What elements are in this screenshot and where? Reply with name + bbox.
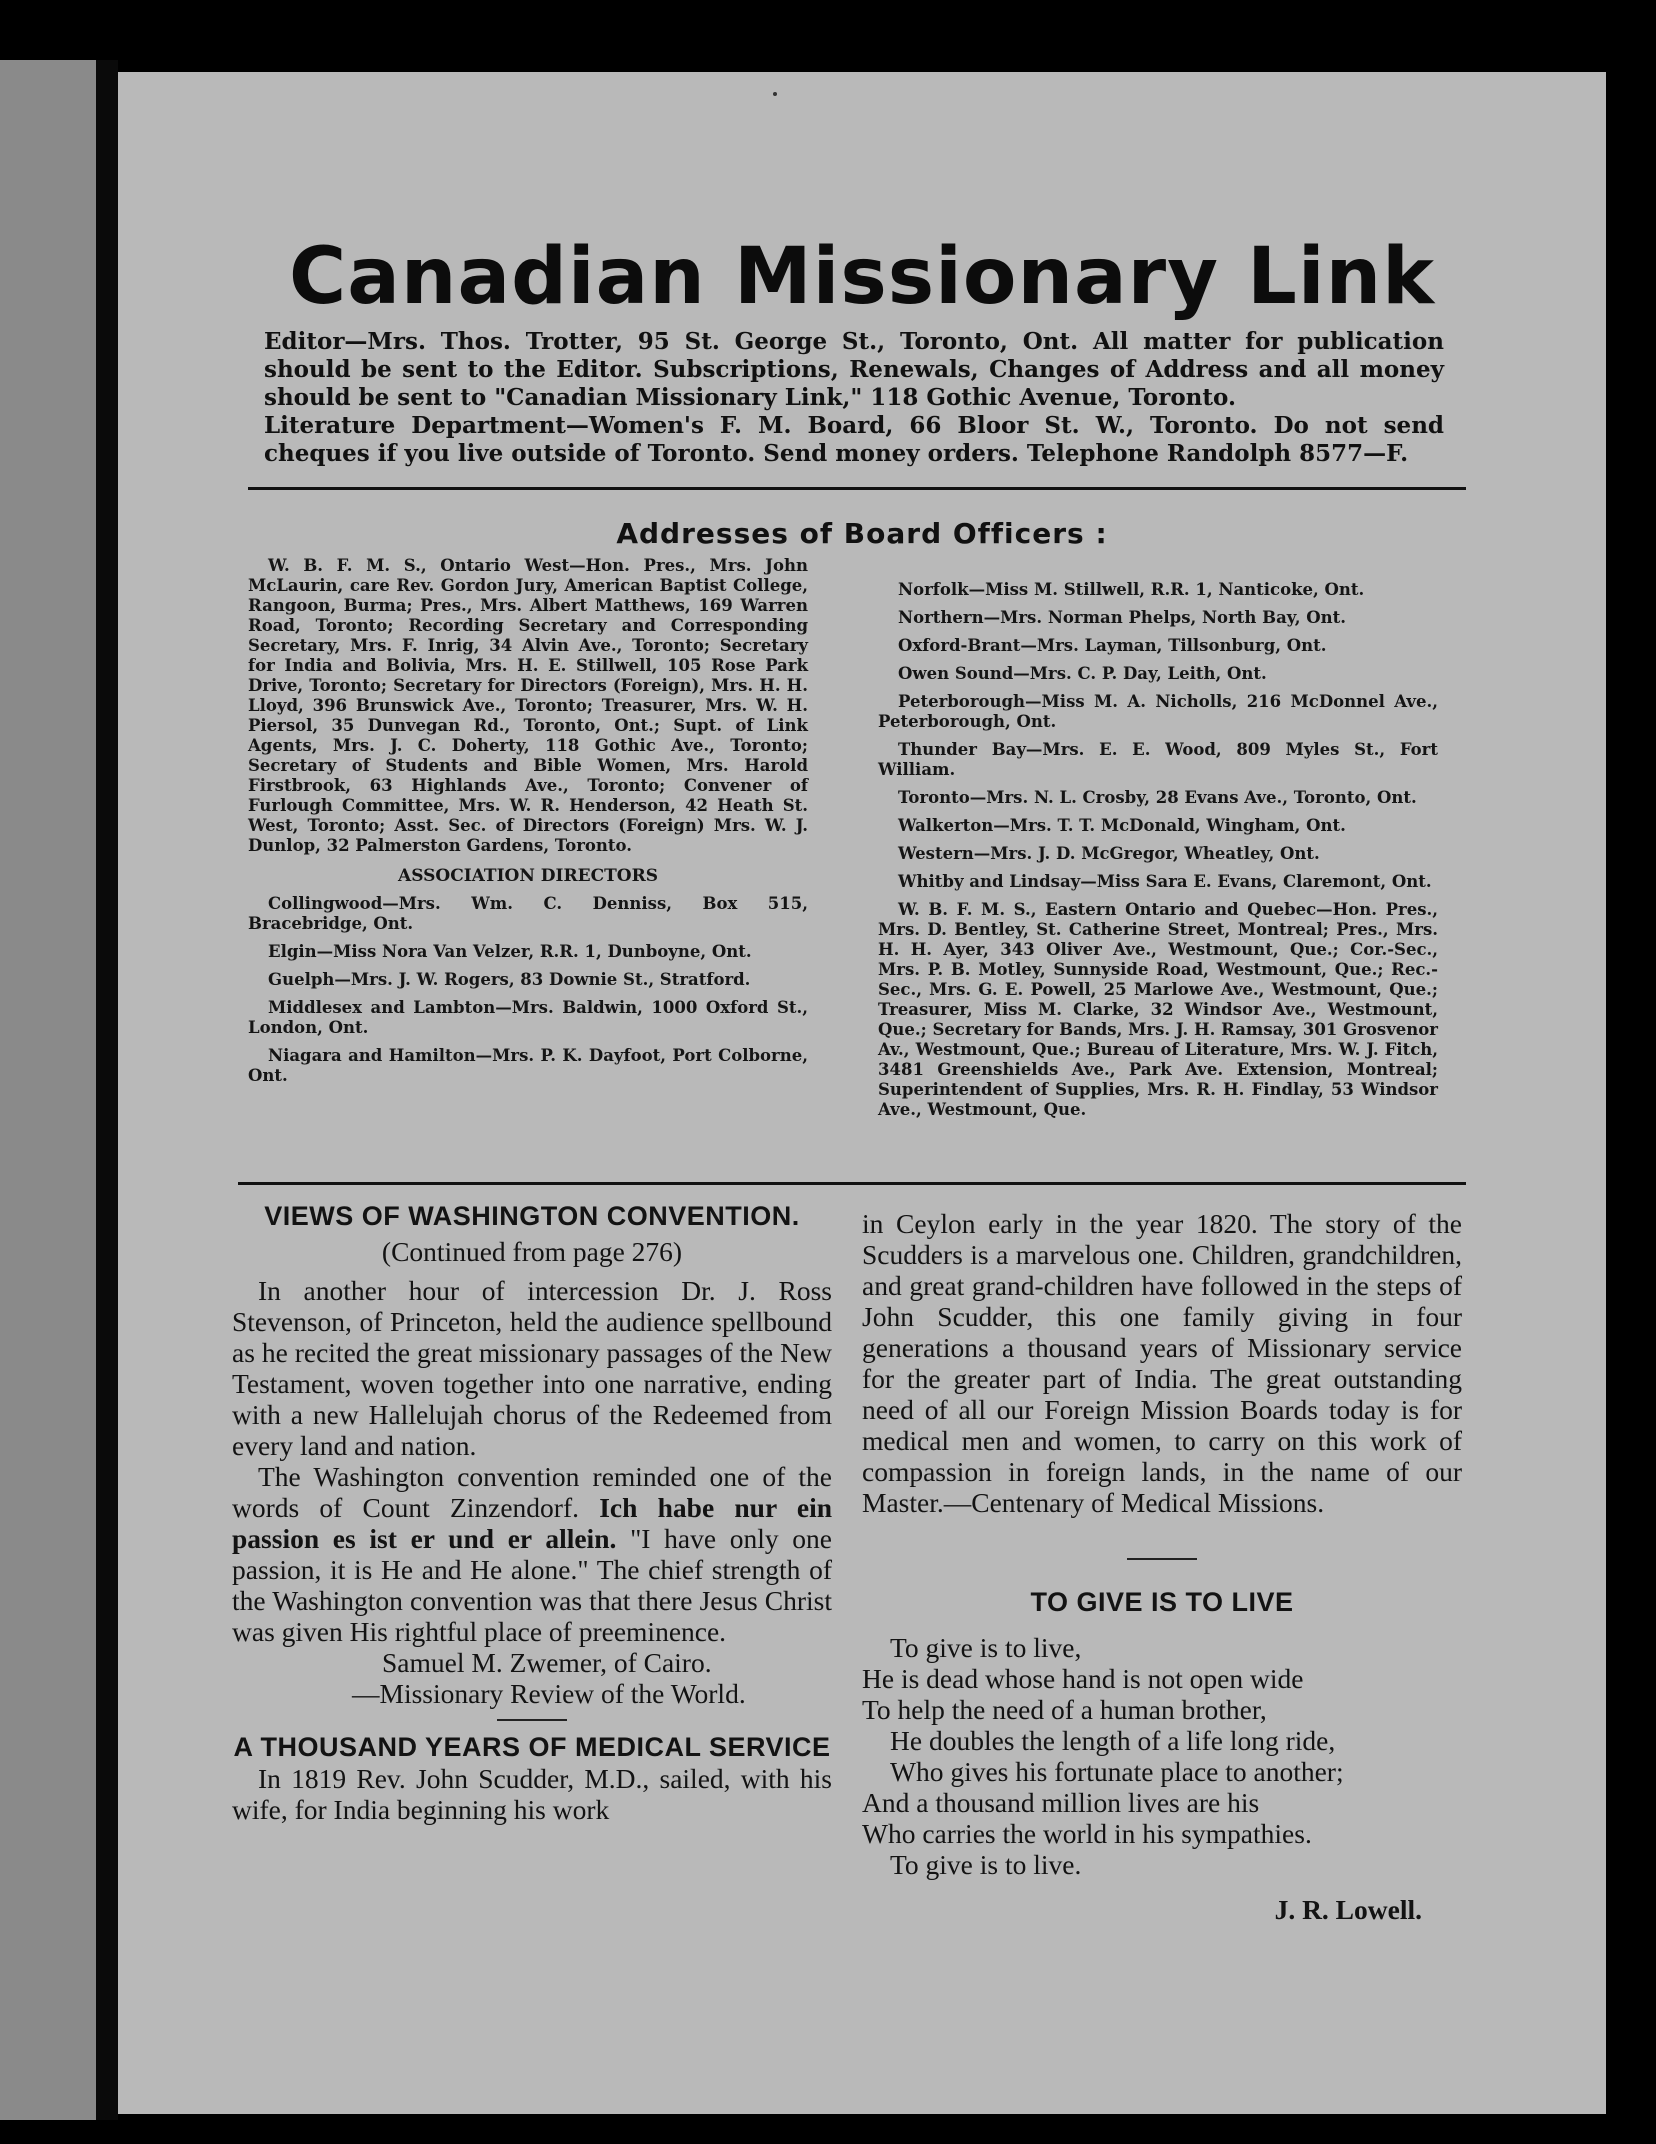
director-entry: Collingwood—Mrs. Wm. C. Denniss, Box 515, Bracebridge, Ont. — [248, 894, 808, 933]
director-entry: Middlesex and Lambton—Mrs. Baldwin, 1000 Oxford St., London, Ont. — [248, 998, 808, 1037]
poem-title: TO GIVE IS TO LIVE — [1030, 1587, 1294, 1617]
editor-notice — [264, 328, 1444, 468]
facing-page-edge — [0, 60, 96, 2120]
book-spine — [96, 60, 118, 2120]
literature-paragraph: Literature Department—Women's F. M. Board, 66 Bloor St. W., Toronto. Do not send cheques if you live outside of Toronto. Send money orders. Telephone Randolph 8577—F. — [264, 412, 1444, 467]
director-entry: Norfolk—Miss M. Stillwell, R.R. 1, Nanticoke, Ont. — [898, 580, 1365, 599]
director-entry: Peterborough—Miss M. A. Nicholls, 216 McDonnel Ave., Peterborough, Ont. — [878, 692, 1438, 731]
poem-line: He doubles the length of a life long ride, — [890, 1725, 1336, 1756]
header-rule — [248, 487, 1466, 490]
magazine-page — [118, 72, 1606, 2114]
director-entry: Niagara and Hamilton—Mrs. P. K. Dayfoot, Port Colborne, Ont. — [248, 1046, 808, 1085]
washington-convention-heading: VIEWS OF WASHINGTON CONVENTION. — [264, 1201, 800, 1231]
director-entry: Guelph—Mrs. J. W. Rogers, 83 Downie St., Stratford. — [268, 970, 751, 989]
poem-line: He is dead whose hand is not open wide — [862, 1663, 1304, 1694]
director-entry: Northern—Mrs. Norman Phelps, North Bay, Ont. — [898, 608, 1346, 627]
director-entry: Oxford-Brant—Mrs. Layman, Tillsonburg, Ont. — [898, 636, 1327, 655]
director-entry: Whitby and Lindsay—Miss Sara E. Evans, Claremont, Ont. — [898, 872, 1432, 891]
continued-note: (Continued from page 276) — [381, 1236, 683, 1267]
article-left-column — [232, 1200, 832, 1825]
director-entry: Owen Sound—Mrs. C. P. Day, Leith, Ont. — [898, 664, 1267, 683]
eastern-ontario-officers: W. B. F. M. S., Eastern Ontario and Quebec—Hon. Pres., Mrs. D. Bentley, St. Catherine Street, Montreal; Pres., Mrs. H. H. Ayer, 343 Oliver Ave., Westmount, Que.; Cor.-Sec., Mrs. P. B. Motley, Sunnyside Road, Westmount, Que.; Rec.-Sec., Mrs. G. E. Powell, 25 Marlowe Ave., Westmount, Que.; Treasurer, Miss M. Clarke, 32 Windsor Ave., Westmount, Que.; Secretary for Bands, Mrs. J. H. Ramsay, 301 Grosvenor Av., Westmount, Que.; Bureau of Literature, Mrs. W. J. Fitch, 3481 Greenshields Ave., Park Ave. Extension, Montreal; Superintendent of Supplies, Mrs. R. H. Findlay, 53 Windsor Ave., Westmount, Que. — [878, 900, 1438, 1119]
print-speck — [773, 92, 777, 96]
poem-line: And a thousand million lives are his — [862, 1787, 1260, 1818]
ontario-west-officers: W. B. F. M. S., Ontario West—Hon. Pres., Mrs. John McLaurin, care Rev. Gordon Jury, American Baptist College, Rangoon, Burma; Pres., Mrs. Albert Matthews, 169 Warren Road, Toronto; Recording Secretary and Corresponding Secretary, Mrs. F. Inrig, 34 Alvin Ave., Toronto; Secretary for India and Bolivia, Mrs. H. E. Stillwell, 105 Rose Park Drive, Toronto; Secretary for Directors (Foreign), Mrs. H. H. Lloyd, 396 Brunswick Ave., Toronto; Treasurer, Mrs. W. H. Piersol, 35 Dunvegan Rd., Toronto, Ont.; Supt. of Link Agents, Mrs. J. C. Doherty, 118 Gothic Ave., Toronto; Secretary of Students and Bible Women, Mrs. Harold Firstbrook, 63 Highlands Ave., Toronto; Convener of Furlough Committee, Mrs. W. R. Henderson, 42 Heath St. West, Toronto; Asst. Sec. of Directors (Foreign) Mrs. W. J. Dunlop, 32 Palmerston Gardens, Toronto. — [248, 556, 808, 855]
director-entry: Western—Mrs. J. D. McGregor, Wheatley, Ont. — [898, 844, 1320, 863]
director-entry: Thunder Bay—Mrs. E. E. Wood, 809 Myles St., Fort William. — [878, 740, 1438, 779]
director-entry: Elgin—Miss Nora Van Velzer, R.R. 1, Dunboyne, Ont. — [268, 942, 752, 961]
association-directors-heading: ASSOCIATION DIRECTORS — [398, 866, 658, 886]
poem-line: To give is to live. — [890, 1849, 1082, 1880]
author-signature: Samuel M. Zwemer, of Cairo. — [382, 1647, 712, 1678]
editor-paragraph: Editor—Mrs. Thos. Trotter, 95 St. George St., Toronto, Ont. All matter for publication should be sent to the Editor. Subscriptions, Renewals, Changes of Address and all money should be sent to "Canadian Missionary Link," 118 Gothic Avenue, Toronto. — [264, 328, 1444, 411]
article-paragraph: The Washington convention reminded one of the words of Count Zinzendorf. Ich habe nur ein passion es ist er und er allein. "I have only one passion, it is He and He alone." The chief strength of the Washington convention was that there Jesus Christ was given His rightful place of preeminence. — [232, 1461, 833, 1647]
officers-heading: Addresses of Board Officers : — [616, 517, 1108, 550]
officers-right-column — [878, 580, 1438, 1128]
poem-body — [862, 1632, 1462, 1880]
poem-author: J. R. Lowell. — [1274, 1894, 1422, 1925]
poem-line: To help the need of a human brother, — [862, 1694, 1267, 1725]
poem-line: Who carries the world in his sympathies. — [862, 1818, 1312, 1849]
section-divider — [497, 1719, 567, 1721]
german-quote: Ich habe nur ein passion es ist er und er allein. — [232, 1492, 833, 1554]
masthead-title: Canadian Missionary Link — [289, 232, 1435, 322]
director-entry: Toronto—Mrs. N. L. Crosby, 28 Evans Ave., Toronto, Ont. — [898, 788, 1417, 807]
poem-line: To give is to live, — [890, 1632, 1082, 1663]
article-right-column — [862, 1208, 1462, 1925]
poem-line: Who gives his fortunate place to another; — [890, 1756, 1344, 1787]
officers-left-column — [248, 556, 808, 1094]
section-divider — [1127, 1558, 1197, 1560]
officers-bottom-rule — [238, 1182, 1466, 1185]
article-paragraph: In another hour of intercession Dr. J. Ross Stevenson, of Princeton, held the audience spellbound as he recited the great missionary passages of the New Testament, woven together into one narrative, ending with a new Hallelujah chorus of the Redeemed from every land and nation. — [232, 1275, 832, 1461]
article-paragraph-continued: in Ceylon early in the year 1820. The story of the Scudders is a marvelous one. Children, grandchildren, and great grand-children have followed in the steps of John Scudder, this one family giving in four generations a thousand years of Missionary service for the greater part of India. The great outstanding need of all our Foreign Mission Boards today is for medical men and women, to carry on this work of compassion in foreign lands, in the name of our Master.—Centenary of Medical Missions. — [862, 1208, 1462, 1518]
medical-service-heading: A THOUSAND YEARS OF MEDICAL SERVICE — [233, 1732, 831, 1762]
article-paragraph: In 1819 Rev. John Scudder, M.D., sailed, with his wife, for India beginning his work — [232, 1763, 832, 1825]
director-entry: Walkerton—Mrs. T. T. McDonald, Wingham, Ont. — [898, 816, 1346, 835]
source-credit: —Missionary Review of the World. — [352, 1678, 746, 1709]
